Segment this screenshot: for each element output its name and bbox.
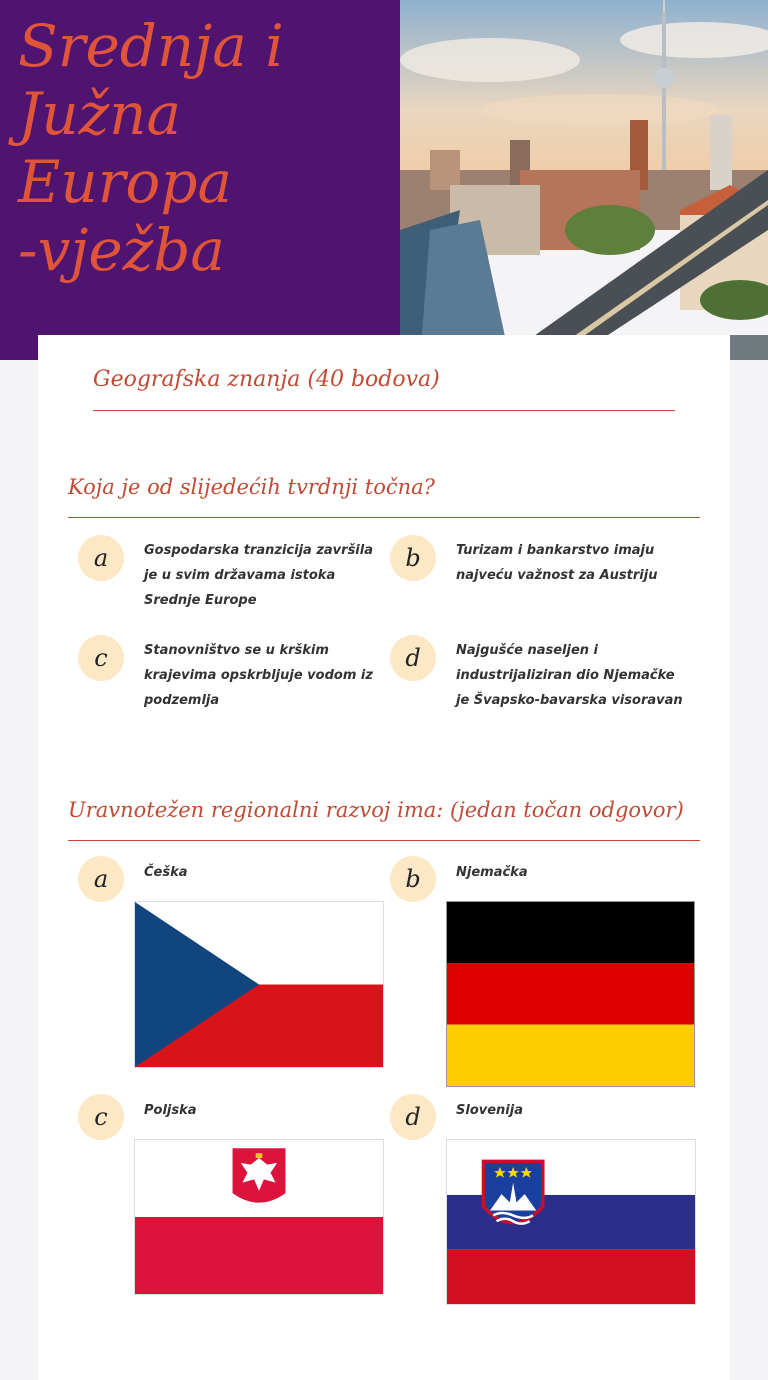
q1-option-c-circle[interactable]: c [78, 635, 124, 681]
hero-title-panel [0, 0, 400, 360]
q2-option-d-circle[interactable]: d [390, 1094, 436, 1140]
page-title: Srednja i Južna Europa -vježba [18, 12, 284, 284]
polish-flag[interactable] [134, 1139, 384, 1295]
city-photo [400, 0, 768, 360]
polish-eagle-emblem [233, 1148, 286, 1202]
q1-option-b-circle[interactable]: b [390, 535, 436, 581]
q2-option-d-text[interactable]: Slovenija [456, 1103, 523, 1118]
german-flag[interactable] [446, 901, 695, 1087]
question-1-title: Koja je od slijedećih tvrdnji točna? [68, 475, 435, 499]
q1-option-a-text[interactable]: Gospodarska tranzicija završila je u svim državama istoka Srednje Europe [144, 543, 373, 608]
q2-option-c-text[interactable]: Poljska [144, 1103, 197, 1118]
q1-option-a-circle[interactable]: a [78, 535, 124, 581]
q2-option-b-circle[interactable]: b [390, 856, 436, 902]
question-2-divider [68, 840, 700, 841]
hero-banner [0, 0, 768, 360]
quiz-card [38, 335, 730, 1380]
question-1-divider [68, 517, 700, 518]
q2-option-a-text[interactable]: Češka [144, 865, 188, 880]
slovenian-coat-of-arms [482, 1160, 545, 1225]
q1-option-c-text[interactable]: Stanovništvo se u krškim krajevima opskrbljuje vodom iz podzemlja [144, 643, 373, 708]
q1-option-d-text[interactable]: Najgušće naseljen i industrijaliziran dio Njemačke je Švapsko-bavarska visoravan [456, 643, 683, 708]
q1-option-d-circle[interactable]: d [390, 635, 436, 681]
q2-option-a-circle[interactable]: a [78, 856, 124, 902]
q2-option-c-circle[interactable]: c [78, 1094, 124, 1140]
section-header-title: Geografska znanja (40 bodova) [93, 367, 440, 392]
czech-flag[interactable] [134, 901, 384, 1068]
q2-option-b-text[interactable]: Njemačka [456, 865, 528, 880]
q1-option-b-text[interactable]: Turizam i bankarstvo imaju najveću važnost za Austriju [456, 543, 658, 583]
question-2-title: Uravnotežen regionalni razvoj ima: (jedan točan odgovor) [68, 798, 684, 822]
slovenian-flag[interactable] [446, 1139, 696, 1305]
section-header-divider [93, 410, 675, 411]
